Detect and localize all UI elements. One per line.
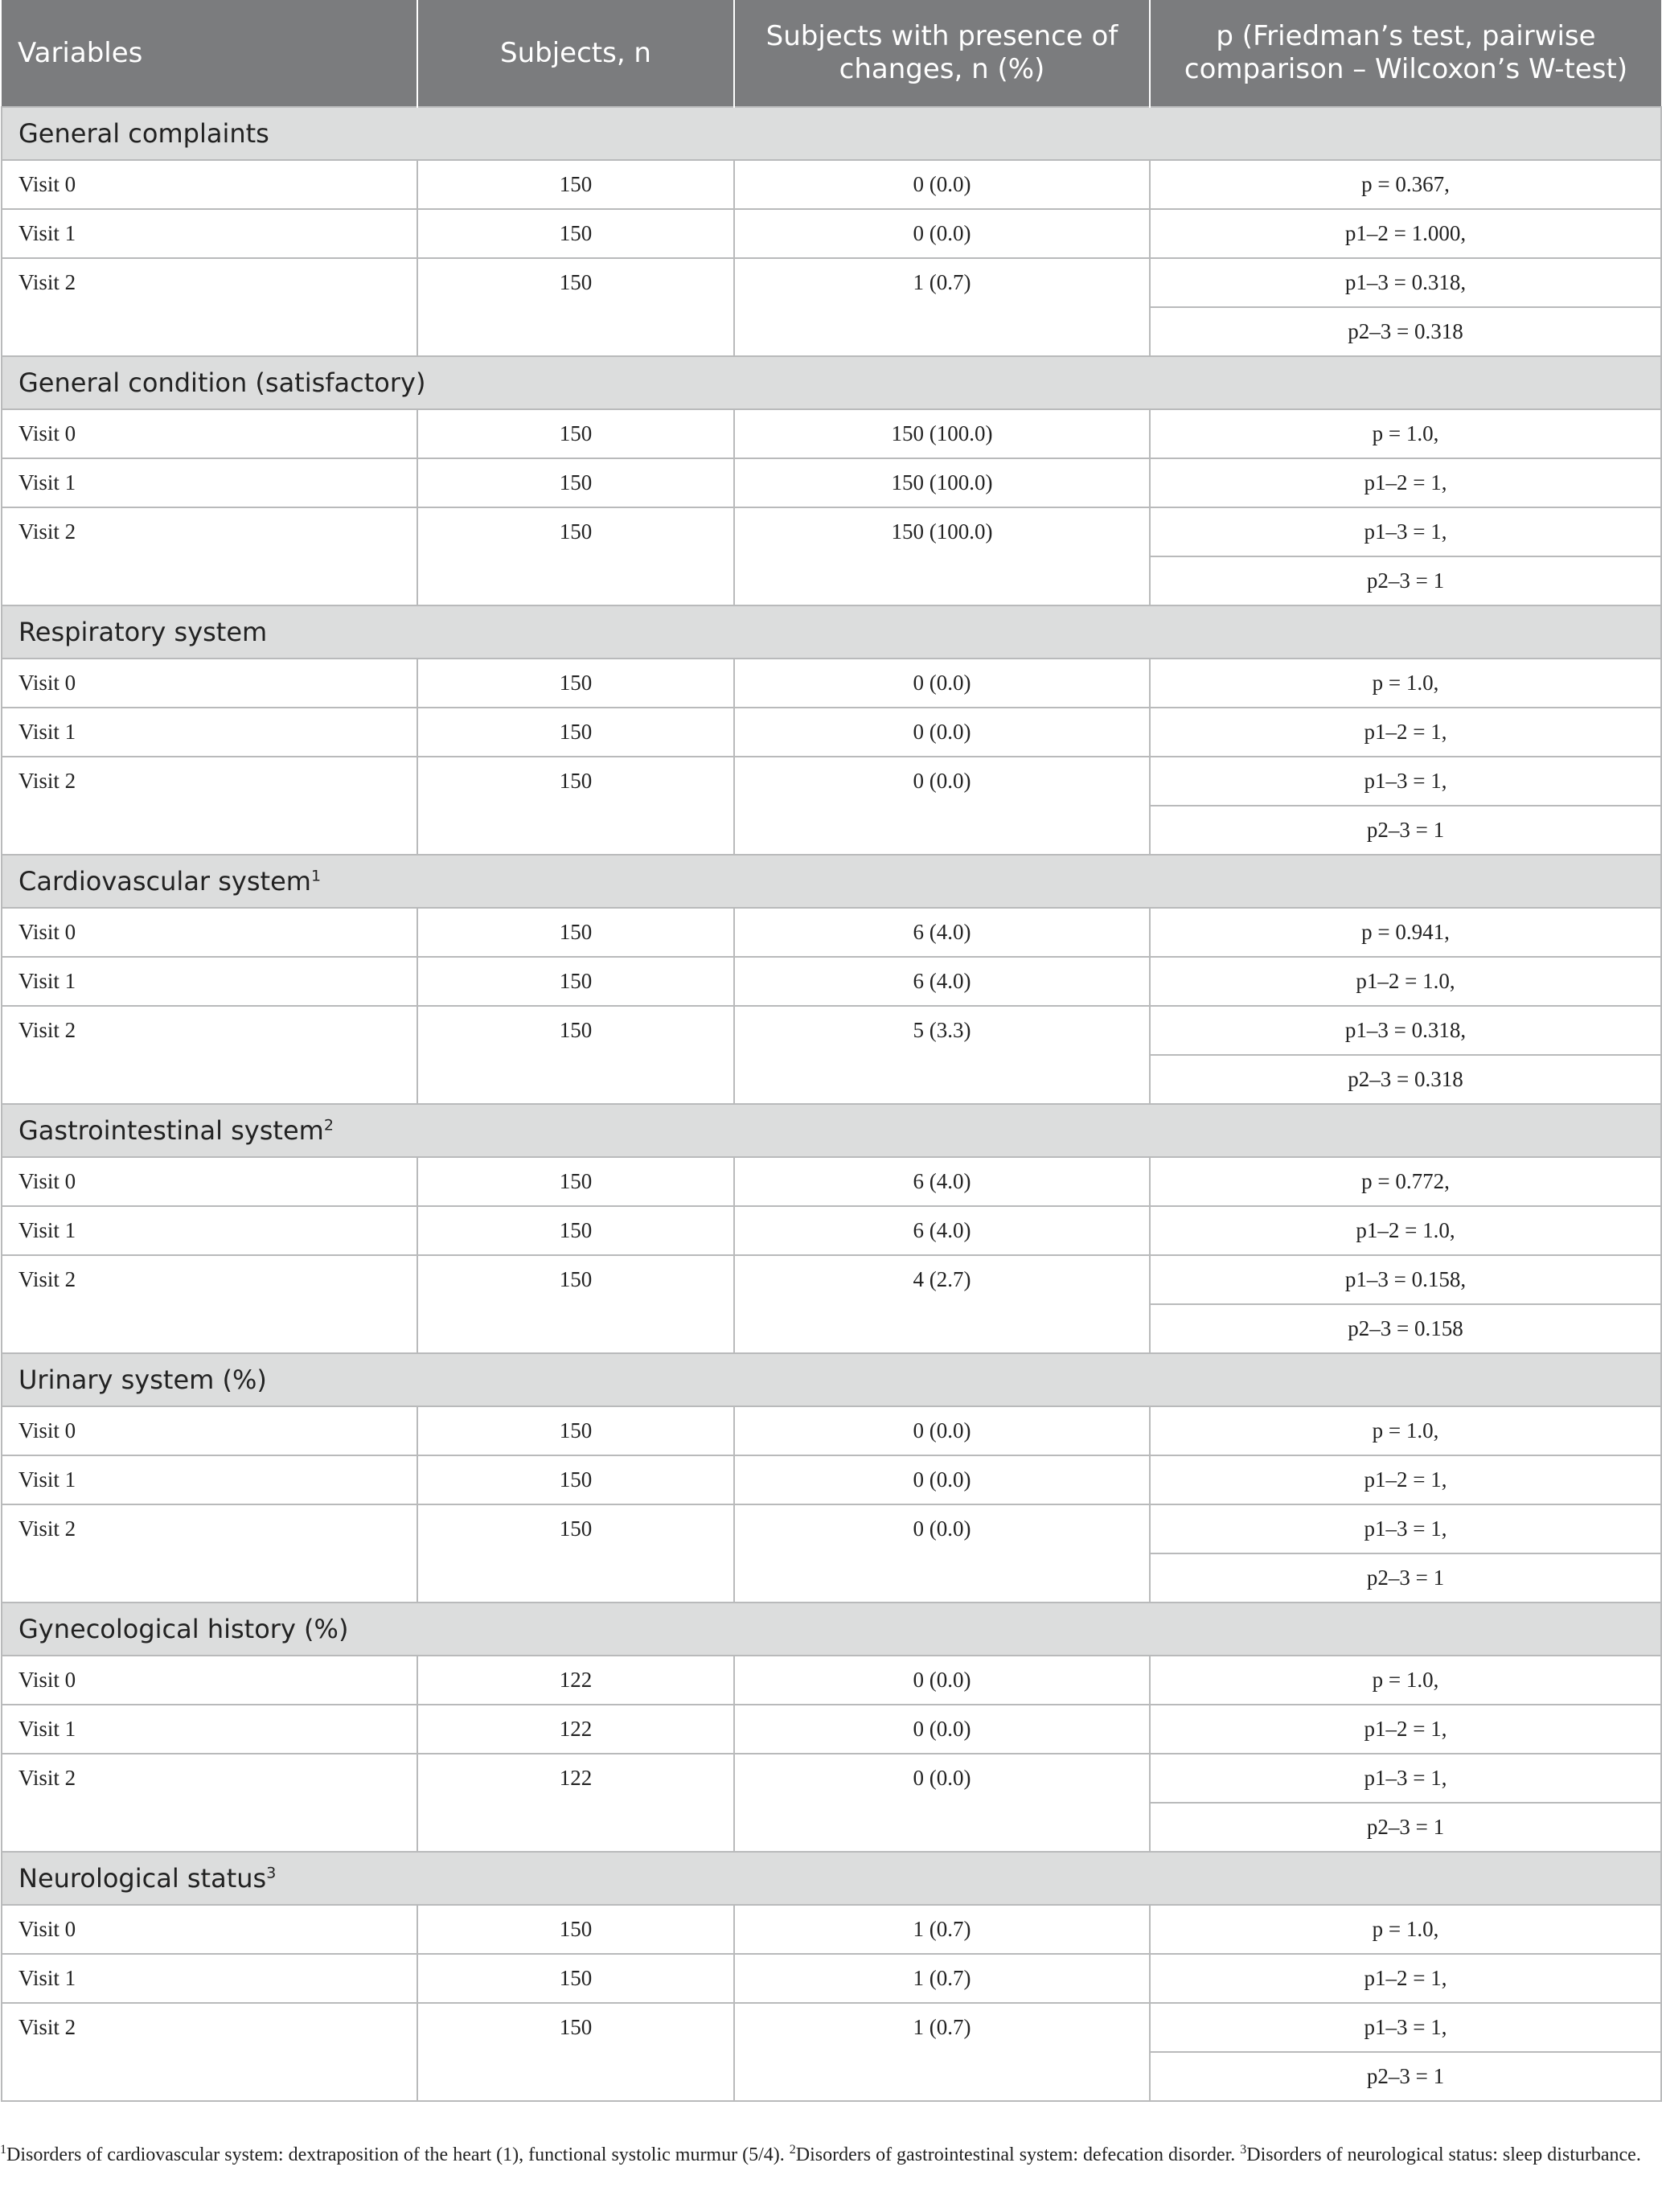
p-value-cell: p2–3 = 0.318 <box>1150 1055 1661 1104</box>
table-row <box>2 1206 1661 1255</box>
subjects-cell: 150 <box>417 1406 734 1455</box>
table-row <box>2 1754 1661 1803</box>
p-value-cell: p1–3 = 0.318, <box>1150 1006 1661 1055</box>
changes-cell: 0 (0.0) <box>734 757 1150 855</box>
table-row <box>2 1656 1661 1705</box>
visit-cell: Visit 1 <box>2 708 417 757</box>
p-value-cell: p1–3 = 0.318, <box>1150 258 1661 307</box>
visit-cell: Visit 0 <box>2 659 417 708</box>
visit-cell: Visit 0 <box>2 1406 417 1455</box>
section-title: General condition (satisfactory) <box>18 367 426 398</box>
changes-cell: 0 (0.0) <box>734 1406 1150 1455</box>
subjects-cell: 150 <box>417 409 734 458</box>
p-value-cell: p = 1.0, <box>1150 1406 1661 1455</box>
changes-cell: 0 (0.0) <box>734 1504 1150 1603</box>
visit-cell: Visit 1 <box>2 1705 417 1754</box>
visit-cell: Visit 1 <box>2 957 417 1006</box>
p-value-cell: p1–3 = 0.158, <box>1150 1255 1661 1304</box>
p-value-cell: p = 0.367, <box>1150 160 1661 209</box>
subjects-cell: 122 <box>417 1656 734 1705</box>
visit-cell: Visit 2 <box>2 757 417 855</box>
p-value-cell: p2–3 = 1 <box>1150 1553 1661 1603</box>
section-title: Gastrointestinal system <box>18 1115 324 1146</box>
changes-cell: 4 (2.7) <box>734 1255 1150 1353</box>
section-title: Cardiovascular system <box>18 866 311 897</box>
section-title-cell <box>2 1104 1661 1157</box>
table-row <box>2 160 1661 209</box>
footnote-text: Disorders of cardiovascular system: dextraposition of the heart (1), functional systolic murmur (5/4). <box>6 2144 790 2165</box>
section-header-row <box>2 1603 1661 1656</box>
p-value-cell: p1–3 = 1, <box>1150 2003 1661 2052</box>
section-header-row <box>2 1353 1661 1406</box>
subjects-cell: 150 <box>417 1504 734 1603</box>
changes-cell: 0 (0.0) <box>734 1656 1150 1705</box>
section-title: Neurological status <box>18 1863 267 1894</box>
subjects-cell: 150 <box>417 258 734 356</box>
visit-cell: Visit 2 <box>2 1504 417 1603</box>
table-row <box>2 957 1661 1006</box>
visit-cell: Visit 2 <box>2 258 417 356</box>
subjects-cell: 150 <box>417 1157 734 1206</box>
p-value-cell: p = 1.0, <box>1150 1905 1661 1954</box>
table-row <box>2 1905 1661 1954</box>
section-title: Respiratory system <box>18 617 268 647</box>
changes-cell: 1 (0.7) <box>734 258 1150 356</box>
table-row <box>2 458 1661 507</box>
visit-cell: Visit 1 <box>2 1954 417 2003</box>
header-row <box>2 0 1661 107</box>
table-row <box>2 2003 1661 2052</box>
data-table <box>1 0 1662 2102</box>
header-subjects: Subjects, n <box>417 0 734 107</box>
changes-cell: 0 (0.0) <box>734 1455 1150 1504</box>
p-value-cell: p1–2 = 1.000, <box>1150 209 1661 258</box>
p-value-cell: p2–3 = 0.318 <box>1150 307 1661 356</box>
visit-cell: Visit 0 <box>2 908 417 957</box>
subjects-cell: 150 <box>417 1455 734 1504</box>
p-value-cell: p1–2 = 1, <box>1150 1455 1661 1504</box>
subjects-cell: 150 <box>417 2003 734 2101</box>
p-value-cell: p = 0.941, <box>1150 908 1661 957</box>
visit-cell: Visit 2 <box>2 1255 417 1353</box>
visit-cell: Visit 1 <box>2 1206 417 1255</box>
footnote-number: 2 <box>789 2143 796 2157</box>
p-value-cell: p1–2 = 1, <box>1150 1705 1661 1754</box>
p-value-cell: p = 0.772, <box>1150 1157 1661 1206</box>
subjects-cell: 150 <box>417 957 734 1006</box>
section-title-cell <box>2 107 1661 160</box>
visit-cell: Visit 0 <box>2 1656 417 1705</box>
p-value-cell: p1–3 = 1, <box>1150 507 1661 556</box>
visit-cell: Visit 1 <box>2 209 417 258</box>
section-title: General complaints <box>18 118 269 149</box>
visit-cell: Visit 1 <box>2 1455 417 1504</box>
p-value-cell: p = 1.0, <box>1150 1656 1661 1705</box>
subjects-cell: 122 <box>417 1705 734 1754</box>
changes-cell: 150 (100.0) <box>734 409 1150 458</box>
changes-cell: 1 (0.7) <box>734 1905 1150 1954</box>
changes-cell: 6 (4.0) <box>734 1157 1150 1206</box>
header-variables: Variables <box>2 0 417 107</box>
visit-cell: Visit 0 <box>2 1905 417 1954</box>
subjects-cell: 150 <box>417 908 734 957</box>
p-value-cell: p2–3 = 1 <box>1150 556 1661 605</box>
table-row <box>2 1705 1661 1754</box>
section-title-cell <box>2 855 1661 908</box>
section-title-cell <box>2 1603 1661 1656</box>
changes-cell: 6 (4.0) <box>734 908 1150 957</box>
p-value-cell: p1–2 = 1, <box>1150 1954 1661 2003</box>
table-row <box>2 1954 1661 2003</box>
footnote-text: Disorders of neurological status: sleep disturbance. <box>1246 2144 1641 2165</box>
changes-cell: 0 (0.0) <box>734 659 1150 708</box>
subjects-cell: 150 <box>417 507 734 605</box>
changes-cell: 0 (0.0) <box>734 160 1150 209</box>
subjects-cell: 150 <box>417 1006 734 1104</box>
visit-cell: Visit 2 <box>2 1754 417 1852</box>
subjects-cell: 150 <box>417 757 734 855</box>
section-header-row <box>2 855 1661 908</box>
subjects-cell: 150 <box>417 708 734 757</box>
visit-cell: Visit 2 <box>2 1006 417 1104</box>
p-value-cell: p1–3 = 1, <box>1150 1754 1661 1803</box>
table-row <box>2 1455 1661 1504</box>
changes-cell: 150 (100.0) <box>734 458 1150 507</box>
visit-cell: Visit 1 <box>2 458 417 507</box>
footnote-marker: 1 <box>310 867 322 885</box>
p-value-cell: p2–3 = 0.158 <box>1150 1304 1661 1353</box>
changes-cell: 0 (0.0) <box>734 209 1150 258</box>
footnote-marker: 3 <box>266 1864 277 1882</box>
visit-cell: Visit 0 <box>2 1157 417 1206</box>
visit-cell: Visit 2 <box>2 507 417 605</box>
table-row <box>2 1504 1661 1553</box>
p-value-cell: p1–3 = 1, <box>1150 1504 1661 1553</box>
table-row <box>2 258 1661 307</box>
changes-cell: 1 (0.7) <box>734 1954 1150 2003</box>
table-row <box>2 1157 1661 1206</box>
changes-cell: 150 (100.0) <box>734 507 1150 605</box>
section-title-cell <box>2 605 1661 659</box>
subjects-cell: 150 <box>417 1206 734 1255</box>
header-p-test: p (Friedman’s test, pairwise comparison – Wilcoxon’s W-test) <box>1150 0 1661 107</box>
p-value-cell: p2–3 = 1 <box>1150 2052 1661 2101</box>
table-row <box>2 409 1661 458</box>
subjects-cell: 150 <box>417 458 734 507</box>
p-value-cell: p1–3 = 1, <box>1150 757 1661 806</box>
p-value-cell: p1–2 = 1.0, <box>1150 957 1661 1006</box>
p-value-cell: p = 1.0, <box>1150 409 1661 458</box>
section-header-row <box>2 1104 1661 1157</box>
visit-cell: Visit 2 <box>2 2003 417 2101</box>
table-row <box>2 507 1661 556</box>
table-row <box>2 1406 1661 1455</box>
table-row <box>2 209 1661 258</box>
subjects-cell: 150 <box>417 160 734 209</box>
subjects-cell: 150 <box>417 1255 734 1353</box>
subjects-cell: 150 <box>417 209 734 258</box>
subjects-cell: 150 <box>417 659 734 708</box>
p-value-cell: p2–3 = 1 <box>1150 806 1661 855</box>
section-header-row <box>2 605 1661 659</box>
section-header-row <box>2 107 1661 160</box>
changes-cell: 0 (0.0) <box>734 1754 1150 1852</box>
changes-cell: 0 (0.0) <box>734 708 1150 757</box>
changes-cell: 5 (3.3) <box>734 1006 1150 1104</box>
subjects-cell: 150 <box>417 1905 734 1954</box>
table-row <box>2 659 1661 708</box>
changes-cell: 1 (0.7) <box>734 2003 1150 2101</box>
section-title: Gynecological history (%) <box>18 1614 349 1644</box>
table-row <box>2 1006 1661 1055</box>
p-value-cell: p1–2 = 1, <box>1150 458 1661 507</box>
p-value-cell: p1–2 = 1.0, <box>1150 1206 1661 1255</box>
footnote-number: 1 <box>0 2143 6 2157</box>
section-header-row <box>2 356 1661 409</box>
table-row <box>2 757 1661 806</box>
changes-cell: 6 (4.0) <box>734 957 1150 1006</box>
p-value-cell: p1–2 = 1, <box>1150 708 1661 757</box>
p-value-cell: p2–3 = 1 <box>1150 1803 1661 1852</box>
footnote-text: Disorders of gastrointestinal system: defecation disorder. <box>795 2144 1241 2165</box>
table-row <box>2 708 1661 757</box>
footnotes <box>0 2142 1648 2168</box>
visit-cell: Visit 0 <box>2 160 417 209</box>
table-header <box>2 0 1661 107</box>
table-row <box>2 1255 1661 1304</box>
subjects-cell: 122 <box>417 1754 734 1852</box>
section-title-cell <box>2 1353 1661 1406</box>
section-header-row <box>2 1852 1661 1905</box>
p-value-cell: p = 1.0, <box>1150 659 1661 708</box>
visit-cell: Visit 0 <box>2 409 417 458</box>
changes-cell: 0 (0.0) <box>734 1705 1150 1754</box>
footnote-marker: 2 <box>323 1116 334 1135</box>
changes-cell: 6 (4.0) <box>734 1206 1150 1255</box>
section-title: Urinary system (%) <box>18 1365 267 1395</box>
header-changes: Subjects with presence of changes, n (%) <box>734 0 1150 107</box>
table-row <box>2 908 1661 957</box>
footnote-number: 3 <box>1240 2143 1247 2157</box>
subjects-cell: 150 <box>417 1954 734 2003</box>
table-body <box>2 107 1661 2101</box>
section-title-cell <box>2 1852 1661 1905</box>
section-title-cell <box>2 356 1661 409</box>
